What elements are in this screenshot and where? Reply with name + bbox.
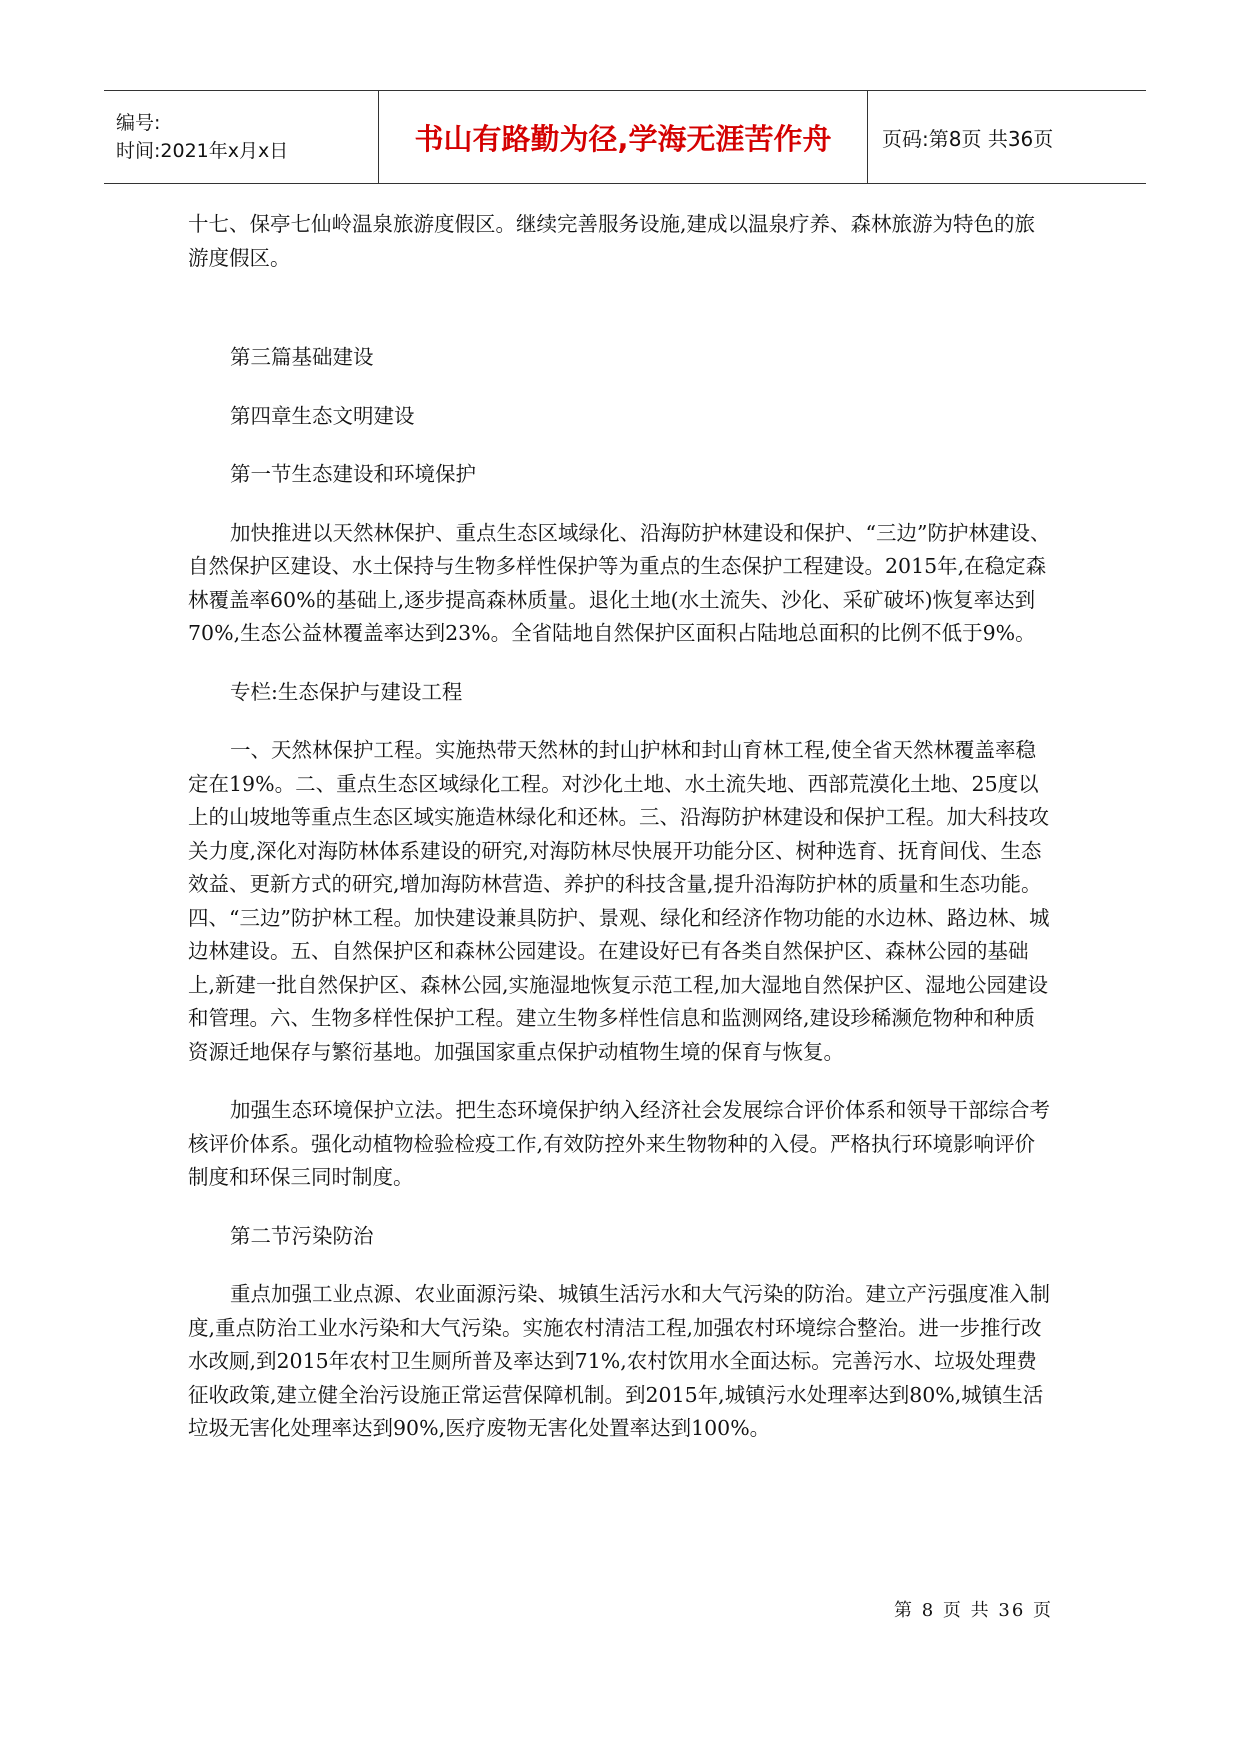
page-header bbox=[104, 90, 1146, 184]
header-motto: 书山有路勤为径,学海无涯苦作舟 bbox=[379, 91, 868, 183]
document-body bbox=[188, 208, 1054, 1446]
paragraph: 一、天然林保护工程。实施热带天然林的封山护林和封山育林工程,使全省天然林覆盖率稳定在19%。二、重点生态区域绿化工程。对沙化土地、水土流失地、西部荒漠化土地、25度以上的山坡地等重点生态区域实施造林绿化和还林。三、沿海防护林建设和保护工程。加大科技攻关力度,深化对海防林体系建设的研究,对海防林尽快展开功能分区、树种选育、抚育间伐、生态效益、更新方式的研究,增加海防林营造、养护的科技含量,提升沿海防护林的质量和生态功能。四、“三边”防护林工程。加快建设兼具防护、景观、绿化和经济作物功能的水边林、路边林、城边林建设。五、自然保护区和森林公园建设。在建设好已有各类自然保护区、森林公园的基础上,新建一批自然保护区、森林公园,实施湿地恢复示范工程,加大湿地自然保护区、湿地公园建设和管理。六、生物多样性保护工程。建立生物多样性信息和监测网络,建设珍稀濒危物种和种质资源迁地保存与繁衍基地。加强国家重点保护动植物生境的保育与恢复。 bbox=[188, 738, 1050, 1064]
time-label: 时间:2021年x月x日 bbox=[116, 140, 289, 162]
section-heading: 第一节生态建设和环境保护 bbox=[230, 462, 476, 486]
column-heading: 专栏:生态保护与建设工程 bbox=[230, 679, 463, 704]
number-label: 编号: bbox=[116, 112, 161, 134]
paragraph: 加快推进以天然林保护、重点生态区域绿化、沿海防护林建设和保护、“三边”防护林建设、自然保护区建设、水土保持与生物多样性保护等为重点的生态保护工程建设。2015年,在稳定森林覆盖率60%的基础上,逐步提高森林质量。退化土地(水土流失、沙化、采矿破坏)恢复率达到70%,生态公益林覆盖率达到23%。全省陆地自然保护区面积占陆地总面积的比例不低于9%。 bbox=[188, 520, 1051, 645]
page-footer: 第 8 页 共 36 页 bbox=[894, 1600, 1053, 1621]
section-heading: 第二节污染防治 bbox=[230, 1223, 374, 1248]
part-heading: 第三篇基础建设 bbox=[230, 345, 374, 369]
paragraph: 十七、保亭七仙岭温泉旅游度假区。继续完善服务设施,建成以温泉疗养、森林旅游为特色的旅游度假区。 bbox=[188, 212, 1036, 270]
header-page-label: 页码:第8页 共36页 bbox=[882, 126, 1054, 151]
header-meta bbox=[104, 91, 379, 183]
paragraph: 加强生态环境保护立法。把生态环境保护纳入经济社会发展综合评价体系和领导干部综合考核评价体系。强化动植物检验检疫工作,有效防控外来生物物种的入侵。严格执行环境影响评价制度和环保三同时制度。 bbox=[188, 1098, 1050, 1189]
paragraph: 重点加强工业点源、农业面源污染、城镇生活污水和大气污染的防治。建立产污强度准入制度,重点防治工业水污染和大气污染。实施农村清洁工程,加强农村环境综合整治。进一步推行改水改厕,到2015年农村卫生厕所普及率达到71%,农村饮用水全面达标。完善污水、垃圾处理费征收政策,建立健全治污设施正常运营保障机制。到2015年,城镇污水处理率达到80%,城镇生活垃圾无害化处理率达到90%,医疗废物无害化处置率达到100%。 bbox=[188, 1282, 1050, 1440]
chapter-heading: 第四章生态文明建设 bbox=[230, 403, 415, 428]
